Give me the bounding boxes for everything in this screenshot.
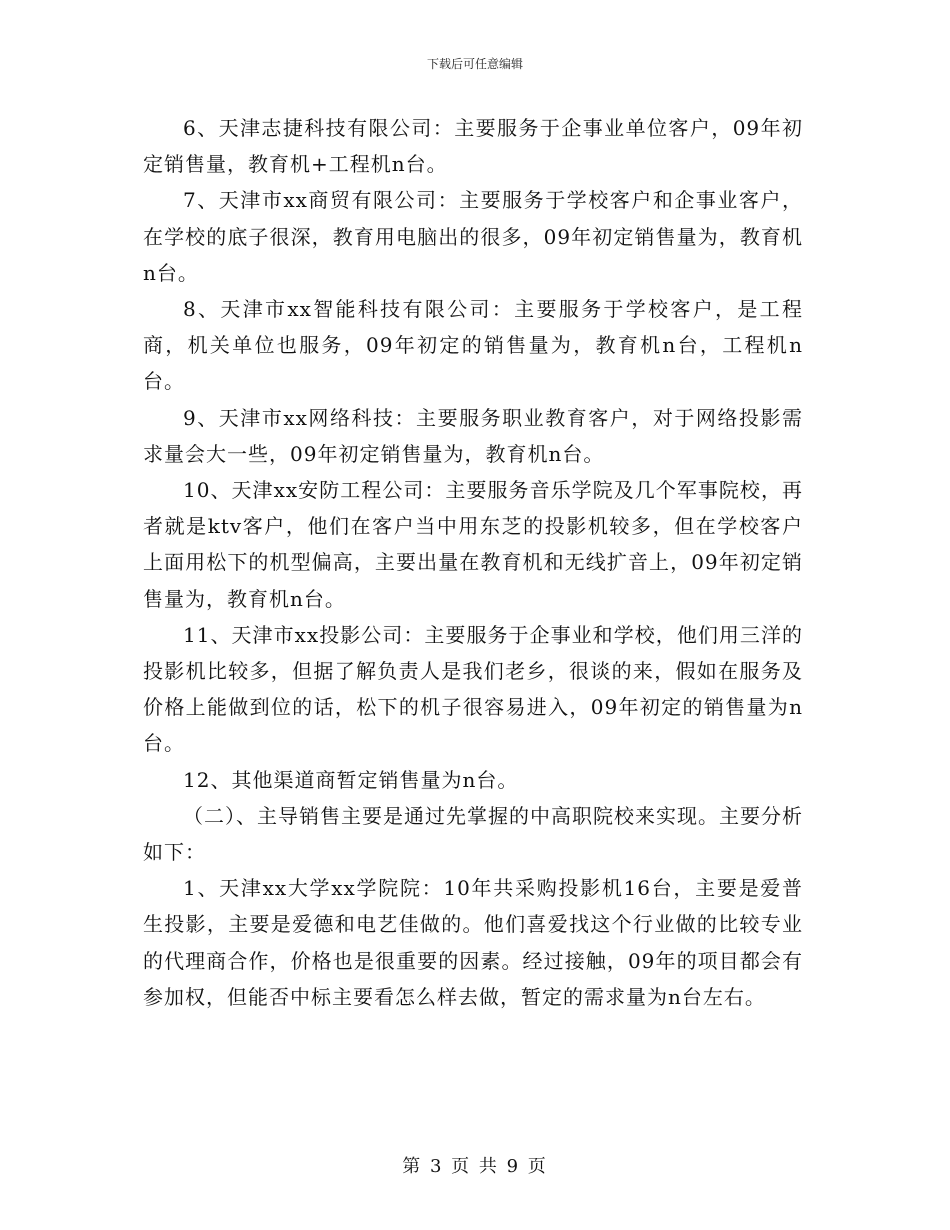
paragraph-item-12: 12、其他渠道商暂定销售量为n台。 <box>183 767 519 792</box>
page-number-footer: 第 3 页 共 9 页 <box>402 1156 548 1177</box>
document-body <box>143 110 803 1015</box>
page-header-note: 下载后可任意编辑 <box>426 57 523 71</box>
paragraph-item-6: 6、天津志捷科技有限公司：主要服务于企事业单位客户，09年初定销售量，教育机+工程机n台。 <box>143 116 803 177</box>
paragraph-item-9: 9、天津市xx网络科技：主要服务职业教育客户，对于网络投影需求量会大一些，09年初定销售量为，教育机n台。 <box>143 405 803 466</box>
paragraph-item-8: 8、天津市xx智能科技有限公司：主要服务于学校客户，是工程商，机关单位也服务，09年初定的销售量为，教育机n台，工程机n台。 <box>143 297 803 394</box>
paragraph-item-7: 7、天津市xx商贸有限公司：主要服务于学校客户和企事业客户，在学校的底子很深，教育用电脑出的很多，09年初定销售量为，教育机n台。 <box>143 188 803 285</box>
section-heading-2: （二）、主导销售主要是通过先掌握的中高职院校来实现。主要分析如下： <box>143 803 803 865</box>
paragraph-item-11: 11、天津市xx投影公司：主要服务于企事业和学校，他们用三洋的投影机比较多，但据了解负责人是我们老乡，很谈的来，假如在服务及价格上能做到位的话，松下的机子很容易进入，09年初定的销售量为n台。 <box>143 622 803 756</box>
paragraph-analysis-1: 1、天津xx大学xx学院院：10年共采购投影机16台，主要是爱普生投影，主要是爱德和电艺佳做的。他们喜爱找这个行业做的比较专业的代理商合作，价格也是很重要的因素。经过接触，09年的项目都会有参加权，但能否中标主要看怎么样去做，暂定的需求量为n台左右。 <box>143 876 803 1009</box>
paragraph-item-10: 10、天津xx安防工程公司：主要服务音乐学院及几个军事院校，再者就是ktv客户，他们在客户当中用东芝的投影机较多，但在学校客户上面用松下的机型偏高，主要出量在教育机和无线扩音上，09年初定销售量为，教育机n台。 <box>143 478 803 611</box>
